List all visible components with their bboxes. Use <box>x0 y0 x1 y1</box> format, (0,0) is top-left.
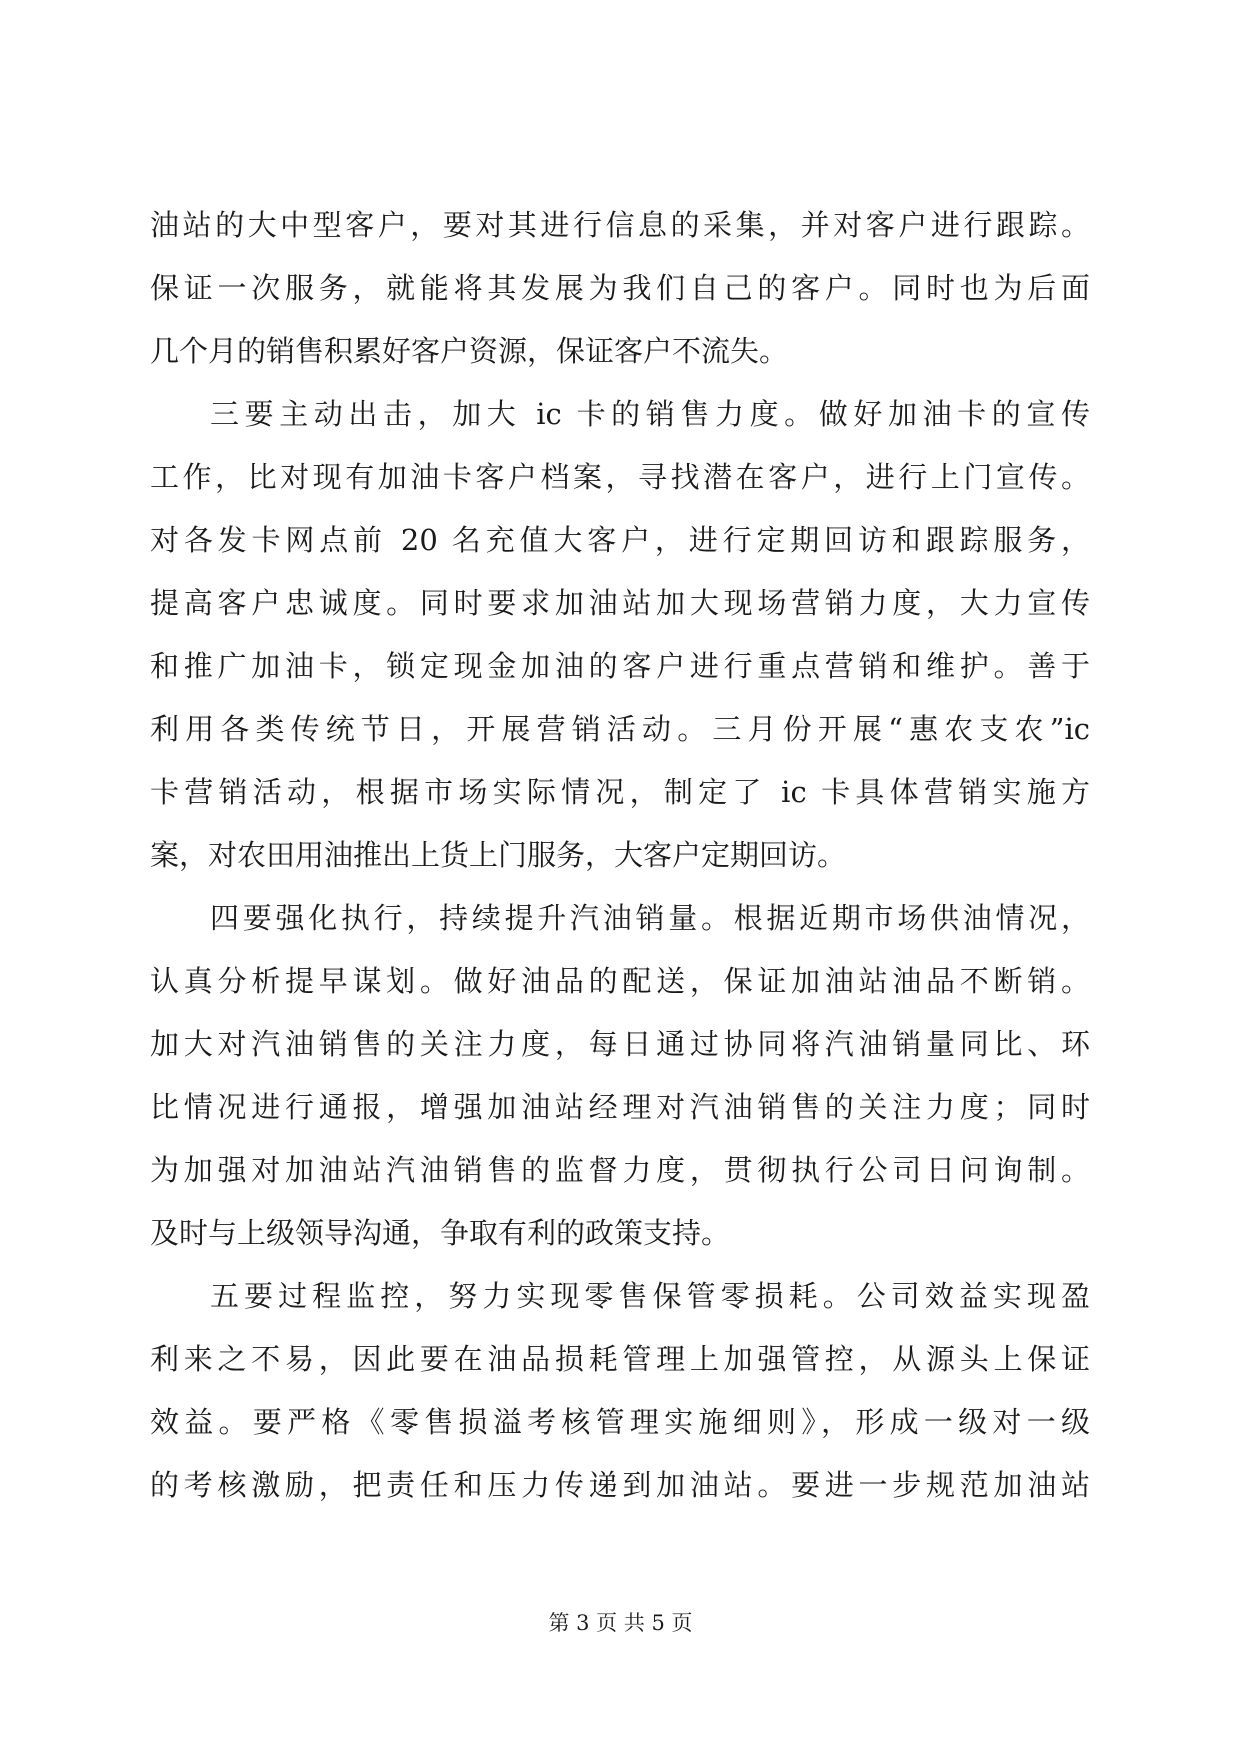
body-line: 案，对农田用油推出上货上门服务，大客户定期回访。 <box>150 838 847 872</box>
body-line: 保证一次服务，就能将其发展为我们自己的客户。同时也为后面 <box>150 271 1090 305</box>
body-line: 利来之不易，因此要在油品损耗管理上加强管控，从源头上保证 <box>150 1342 1090 1376</box>
body-line: 比情况进行通报，增强加油站经理对汽油销售的关注力度；同时 <box>150 1090 1090 1124</box>
body-line: 及时与上级领导沟通，争取有利的政策支持。 <box>150 1216 731 1250</box>
body-line: 效益。要严格《零售损溢考核管理实施细则》，形成一级对一级 <box>150 1405 1090 1439</box>
body-line: 工作，比对现有加油卡客户档案，寻找潜在客户，进行上门宣传。 <box>150 460 1090 494</box>
body-line: 为加强对加油站汽油销售的监督力度，贯彻执行公司日问询制。 <box>150 1153 1090 1187</box>
page-footer: 第 3 页 共 5 页 <box>548 1611 693 1635</box>
body-line: 加大对汽油销售的关注力度，每日通过协同将汽油销量同比、环 <box>150 1027 1090 1061</box>
body-line: 对各发卡网点前 20 名充值大客户，进行定期回访和跟踪服务， <box>150 523 1090 557</box>
paragraph-first-line: 四要强化执行，持续提升汽油销量。根据近期市场供油情况， <box>210 901 1090 935</box>
body-line: 认真分析提早谋划。做好油品的配送，保证加油站油品不断销。 <box>150 964 1090 998</box>
body-line: 提高客户忠诚度。同时要求加油站加大现场营销力度，大力宣传 <box>150 586 1090 620</box>
paragraph-first-line: 五要过程监控，努力实现零售保管零损耗。公司效益实现盈 <box>210 1279 1090 1313</box>
body-line: 和推广加油卡，锁定现金加油的客户进行重点营销和维护。善于 <box>150 649 1090 683</box>
body-line: 油站的大中型客户，要对其进行信息的采集，并对客户进行跟踪。 <box>150 208 1090 242</box>
body-line: 几个月的销售积累好客户资源，保证客户不流失。 <box>150 334 789 368</box>
body-line: 利用各类传统节日，开展营销活动。三月份开展“惠农支农”ic <box>150 712 1090 746</box>
body-line: 卡营销活动，根据市场实际情况，制定了 ic 卡具体营销实施方 <box>150 775 1090 809</box>
paragraph-first-line: 三要主动出击，加大 ic 卡的销售力度。做好加油卡的宣传 <box>210 397 1090 431</box>
body-line: 的考核激励，把责任和压力传递到加油站。要进一步规范加油站 <box>150 1468 1090 1502</box>
